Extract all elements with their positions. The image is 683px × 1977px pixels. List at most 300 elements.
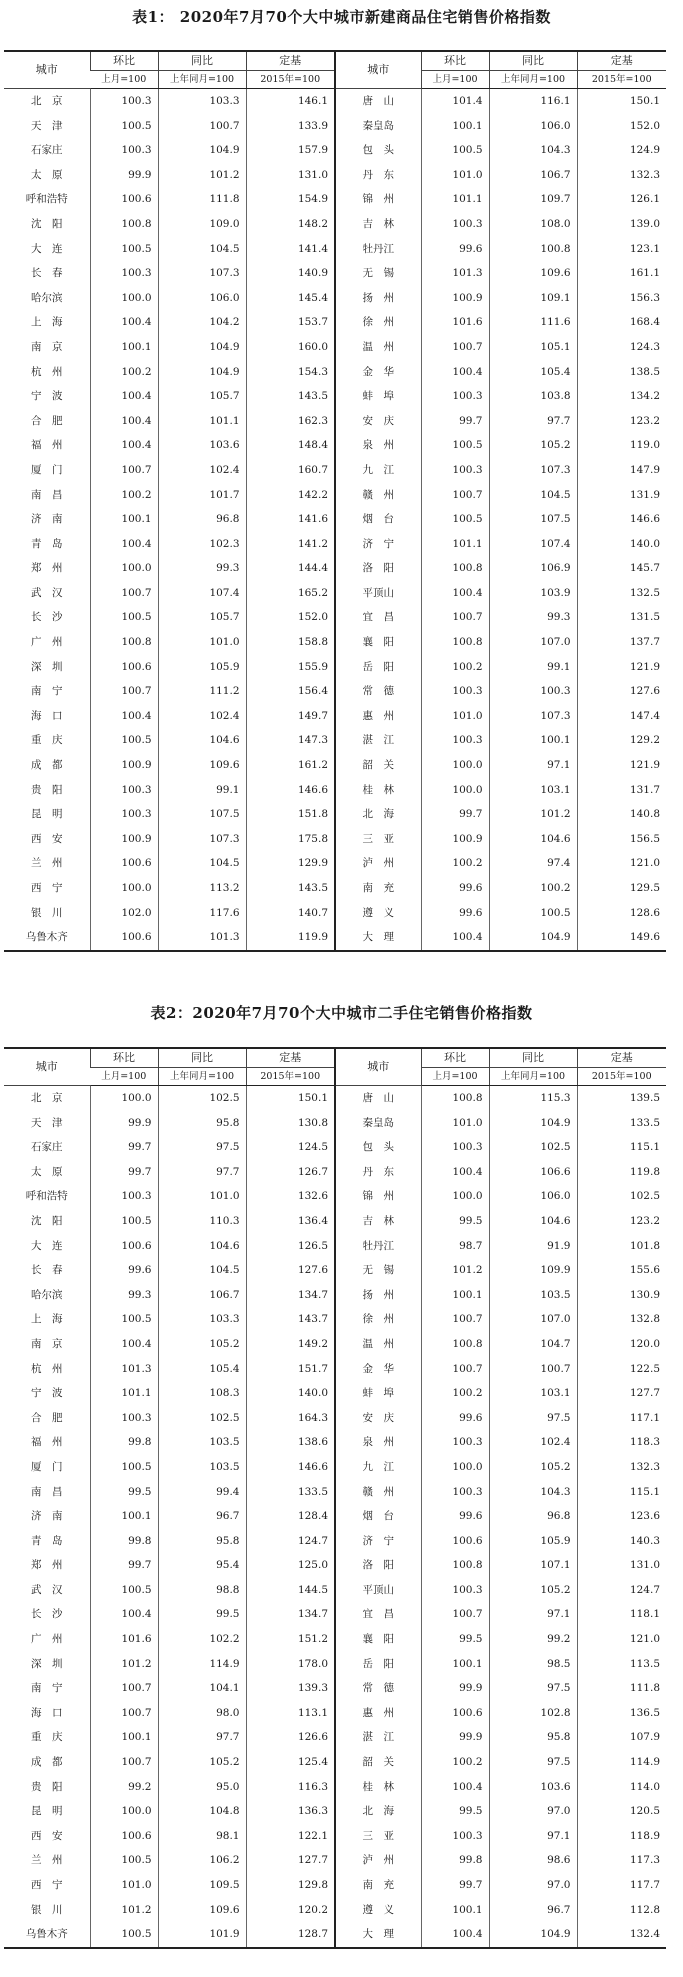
city-cell: 济 宁 (335, 1529, 421, 1554)
fixed-base-index-cell: 107.9 (577, 1725, 666, 1750)
fixed-base-index-cell: 119.9 (246, 925, 335, 951)
fixed-base-index-cell: 149.7 (246, 704, 335, 729)
fixed-base-index-cell: 146.1 (246, 89, 335, 114)
mom-header: 环比 (421, 1048, 489, 1068)
city-cell: 沈 阳 (31, 217, 63, 230)
yoy-index-cell: 107.3 (489, 704, 577, 729)
yoy-header: 同比 (158, 51, 246, 71)
fixed-base-index-cell: 164.3 (246, 1406, 335, 1431)
city-cell: 济 宁 (335, 532, 421, 557)
city-cell: 蚌 埠 (335, 384, 421, 409)
city-cell: 岳 阳 (335, 655, 421, 680)
fixed-base-index-cell: 132.8 (577, 1307, 666, 1332)
mom-index-cell: 100.1 (421, 1898, 489, 1923)
yoy-index-cell: 95.8 (158, 1529, 246, 1554)
city-cell: 泸 州 (335, 1848, 421, 1873)
city-cell: 惠 州 (335, 1701, 421, 1726)
fixed-base-index-cell: 150.1 (246, 1086, 335, 1111)
fixed-base-label: 2015年=100 (246, 71, 335, 89)
fixed-base-index-cell: 118.1 (577, 1602, 666, 1627)
yoy-base-label: 上年同月=100 (158, 71, 246, 89)
city-cell: 锦 州 (335, 1184, 421, 1209)
city-cell: 成 都 (31, 759, 63, 772)
city-cell: 济 南 (31, 1510, 63, 1523)
mom-header: 环比 (90, 1048, 158, 1068)
fixed-base-index-cell: 138.6 (246, 1430, 335, 1455)
yoy-index-cell: 113.2 (158, 876, 246, 901)
mom-index-cell: 100.0 (421, 1455, 489, 1480)
fixed-base-index-cell: 120.2 (246, 1898, 335, 1923)
mom-index-cell: 100.8 (421, 1086, 489, 1111)
mom-index-cell: 101.1 (421, 187, 489, 212)
table-row (4, 483, 666, 508)
fixed-base-index-cell: 124.3 (577, 335, 666, 360)
yoy-index-cell: 109.6 (158, 753, 246, 778)
city-cell: 秦皇岛 (335, 114, 421, 139)
city-cell: 湛 江 (335, 728, 421, 753)
mom-index-cell: 102.0 (90, 901, 158, 926)
city-cell: 哈尔滨 (31, 1288, 63, 1301)
mom-index-cell: 99.6 (421, 237, 489, 262)
mom-index-cell: 100.7 (421, 335, 489, 360)
city-cell: 合 肥 (31, 1411, 63, 1424)
fixed-base-index-cell: 115.1 (577, 1135, 666, 1160)
yoy-index-cell: 105.9 (489, 1529, 577, 1554)
city-cell: 厦 门 (31, 1460, 63, 1473)
mom-index-cell: 99.8 (90, 1529, 158, 1554)
mom-index-cell: 100.4 (90, 310, 158, 335)
mom-index-cell: 100.2 (90, 360, 158, 385)
yoy-index-cell: 100.2 (489, 876, 577, 901)
mom-header: 环比 (421, 51, 489, 71)
city-cell: 重 庆 (31, 1731, 63, 1744)
fixed-base-index-cell: 158.8 (246, 630, 335, 655)
yoy-index-cell: 100.8 (489, 237, 577, 262)
mom-index-cell: 100.6 (421, 1529, 489, 1554)
city-cell: 湛 江 (335, 1725, 421, 1750)
table-row (4, 901, 666, 926)
mom-index-cell: 100.0 (421, 778, 489, 803)
fixed-base-index-cell: 123.1 (577, 237, 666, 262)
mom-index-cell: 99.5 (421, 1627, 489, 1652)
mom-index-cell: 100.7 (90, 679, 158, 704)
mom-index-cell: 101.1 (90, 1381, 158, 1406)
city-cell: 温 州 (335, 1332, 421, 1357)
yoy-index-cell: 104.2 (158, 310, 246, 335)
city-cell: 大 理 (335, 1922, 421, 1948)
table-row (4, 851, 666, 876)
city-cell: 长 春 (31, 1264, 63, 1277)
fixed-base-index-cell: 117.7 (577, 1873, 666, 1898)
city-cell: 银 川 (31, 1903, 63, 1916)
yoy-index-cell: 110.3 (158, 1209, 246, 1234)
yoy-index-cell: 102.4 (489, 1430, 577, 1455)
mom-index-cell: 100.9 (421, 286, 489, 311)
city-cell: 长 沙 (31, 1608, 63, 1621)
fixed-base-index-cell: 154.3 (246, 360, 335, 385)
mom-index-cell: 100.6 (90, 851, 158, 876)
table-row (4, 1430, 666, 1455)
fixed-base-index-cell: 102.5 (577, 1184, 666, 1209)
fixed-base-index-cell: 150.1 (577, 89, 666, 114)
yoy-index-cell: 104.9 (489, 1922, 577, 1948)
mom-index-cell: 99.7 (90, 1553, 158, 1578)
city-cell: 无 锡 (335, 1258, 421, 1283)
yoy-index-cell: 104.5 (489, 483, 577, 508)
mom-index-cell: 99.7 (90, 1160, 158, 1185)
city-cell: 厦 门 (31, 463, 63, 476)
fixed-base-index-cell: 162.3 (246, 409, 335, 434)
mom-index-cell: 100.5 (90, 1922, 158, 1948)
yoy-index-cell: 97.1 (489, 1824, 577, 1849)
mom-index-cell: 100.4 (421, 581, 489, 606)
fixed-base-index-cell: 138.5 (577, 360, 666, 385)
fixed-base-index-cell: 161.1 (577, 261, 666, 286)
yoy-index-cell: 105.7 (158, 384, 246, 409)
yoy-index-cell: 100.5 (489, 901, 577, 926)
yoy-index-cell: 103.5 (489, 1283, 577, 1308)
yoy-index-cell: 101.0 (158, 630, 246, 655)
mom-index-cell: 100.5 (90, 605, 158, 630)
yoy-index-cell: 109.1 (489, 286, 577, 311)
table2-body (4, 1086, 666, 1948)
city-cell: 郑 州 (31, 1559, 63, 1572)
city-cell: 杭 州 (31, 1362, 63, 1375)
mom-index-cell: 100.1 (90, 1725, 158, 1750)
fixed-base-index-cell: 118.9 (577, 1824, 666, 1849)
yoy-index-cell: 106.2 (158, 1848, 246, 1873)
city-cell: 三 亚 (335, 827, 421, 852)
yoy-index-cell: 97.0 (489, 1873, 577, 1898)
mom-index-cell: 99.5 (421, 1209, 489, 1234)
mom-index-cell: 101.3 (421, 261, 489, 286)
fixed-base-index-cell: 131.0 (577, 1553, 666, 1578)
city-cell: 丹 东 (335, 1160, 421, 1185)
fixed-base-index-cell: 126.1 (577, 187, 666, 212)
table-row (4, 630, 666, 655)
city-cell: 广 州 (31, 636, 63, 649)
yoy-index-cell: 109.0 (158, 212, 246, 237)
yoy-index-cell: 107.5 (158, 802, 246, 827)
yoy-index-cell: 108.3 (158, 1381, 246, 1406)
fixed-base-index-cell: 140.7 (246, 901, 335, 926)
yoy-index-cell: 111.6 (489, 310, 577, 335)
table-row (4, 138, 666, 163)
mom-index-cell: 100.7 (421, 1307, 489, 1332)
mom-index-cell: 99.6 (421, 876, 489, 901)
mom-index-cell: 100.0 (90, 556, 158, 581)
city-cell: 石家庄 (31, 1141, 63, 1154)
city-cell: 洛 阳 (335, 1553, 421, 1578)
fixed-base-index-cell: 117.3 (577, 1848, 666, 1873)
yoy-index-cell: 107.4 (489, 532, 577, 557)
fixed-base-index-cell: 136.3 (246, 1799, 335, 1824)
fixed-base-index-cell: 128.7 (246, 1922, 335, 1948)
table-row (4, 1184, 666, 1209)
table-row (4, 261, 666, 286)
fixed-base-index-cell: 115.1 (577, 1480, 666, 1505)
yoy-index-cell: 99.3 (489, 605, 577, 630)
mom-index-cell: 99.6 (90, 1258, 158, 1283)
fixed-base-index-cell: 146.6 (246, 1455, 335, 1480)
city-header: 城市 (335, 51, 421, 89)
mom-index-cell: 100.5 (90, 237, 158, 262)
city-cell: 扬 州 (335, 1283, 421, 1308)
mom-index-cell: 101.6 (421, 310, 489, 335)
city-cell: 丹 东 (335, 163, 421, 188)
yoy-index-cell: 104.6 (158, 728, 246, 753)
mom-index-cell: 100.4 (90, 1602, 158, 1627)
city-cell: 南 充 (335, 876, 421, 901)
city-cell: 青 岛 (31, 537, 63, 550)
mom-index-cell: 100.4 (421, 1922, 489, 1948)
fixed-base-index-cell: 128.4 (246, 1504, 335, 1529)
mom-index-cell: 100.4 (90, 532, 158, 557)
table-row (4, 1529, 666, 1554)
fixed-base-index-cell: 134.7 (246, 1602, 335, 1627)
table-row (4, 802, 666, 827)
yoy-index-cell: 98.1 (158, 1824, 246, 1849)
mom-index-cell: 100.7 (90, 1701, 158, 1726)
city-cell: 扬 州 (335, 286, 421, 311)
mom-index-cell: 99.9 (421, 1676, 489, 1701)
yoy-index-cell: 106.7 (158, 1283, 246, 1308)
yoy-index-cell: 100.1 (489, 728, 577, 753)
yoy-index-cell: 97.5 (489, 1676, 577, 1701)
city-cell: 安 庆 (335, 1406, 421, 1431)
yoy-index-cell: 107.3 (158, 827, 246, 852)
yoy-index-cell: 96.7 (489, 1898, 577, 1923)
city-cell: 广 州 (31, 1633, 63, 1646)
table-row (4, 1283, 666, 1308)
yoy-index-cell: 105.4 (158, 1357, 246, 1382)
mom-index-cell: 100.3 (90, 138, 158, 163)
city-cell: 济 南 (31, 513, 63, 526)
mom-index-cell: 99.8 (90, 1430, 158, 1455)
fixed-base-header: 定基 (246, 51, 335, 71)
table-row (4, 433, 666, 458)
fixed-base-index-cell: 129.8 (246, 1873, 335, 1898)
city-cell: 韶 关 (335, 753, 421, 778)
mom-index-cell: 100.6 (90, 187, 158, 212)
mom-index-cell: 100.3 (90, 778, 158, 803)
yoy-index-cell: 99.1 (158, 778, 246, 803)
city-cell: 呼和浩特 (25, 1190, 68, 1203)
mom-index-cell: 100.2 (421, 655, 489, 680)
mom-index-cell: 100.4 (90, 384, 158, 409)
city-cell: 乌鲁木齐 (4, 1922, 90, 1948)
fixed-base-index-cell: 140.9 (246, 261, 335, 286)
mom-index-cell: 100.7 (421, 483, 489, 508)
mom-index-cell: 99.3 (90, 1283, 158, 1308)
yoy-index-cell: 103.3 (158, 89, 246, 114)
city-cell: 三 亚 (335, 1824, 421, 1849)
mom-index-cell: 100.3 (421, 384, 489, 409)
city-cell: 昆 明 (31, 1805, 63, 1818)
yoy-index-cell: 102.3 (158, 532, 246, 557)
table1-title: 表1： 2020年7月70个大中城市新建商品住宅销售价格指数 (132, 8, 551, 26)
city-cell: 无 锡 (335, 261, 421, 286)
fixed-base-index-cell: 120.0 (577, 1332, 666, 1357)
city-cell: 长 春 (31, 267, 63, 280)
mom-index-cell: 100.7 (421, 605, 489, 630)
fixed-base-index-cell: 156.5 (577, 827, 666, 852)
city-cell: 乌鲁木齐 (4, 925, 90, 951)
fixed-base-index-cell: 151.8 (246, 802, 335, 827)
city-cell: 吉 林 (335, 1209, 421, 1234)
table-row (4, 1332, 666, 1357)
city-cell: 赣 州 (335, 1480, 421, 1505)
fixed-base-index-cell: 156.4 (246, 679, 335, 704)
mom-index-cell: 100.8 (421, 1332, 489, 1357)
city-cell: 包 头 (335, 138, 421, 163)
mom-index-cell: 99.6 (421, 1504, 489, 1529)
fixed-base-index-cell: 178.0 (246, 1652, 335, 1677)
fixed-base-index-cell: 120.5 (577, 1799, 666, 1824)
fixed-base-index-cell: 137.7 (577, 630, 666, 655)
yoy-index-cell: 106.7 (489, 163, 577, 188)
yoy-index-cell: 99.2 (489, 1627, 577, 1652)
fixed-base-index-cell: 130.8 (246, 1111, 335, 1136)
table-row (4, 360, 666, 385)
mom-index-cell: 100.5 (90, 1209, 158, 1234)
mom-index-cell: 101.0 (421, 704, 489, 729)
yoy-index-cell: 99.5 (158, 1602, 246, 1627)
table-row (4, 1307, 666, 1332)
yoy-index-cell: 103.6 (489, 1775, 577, 1800)
table-row (4, 187, 666, 212)
yoy-index-cell: 103.5 (158, 1455, 246, 1480)
yoy-index-cell: 109.7 (489, 187, 577, 212)
mom-index-cell: 100.5 (421, 433, 489, 458)
city-cell: 洛 阳 (335, 556, 421, 581)
city-cell: 贵 阳 (31, 1780, 63, 1793)
city-cell: 九 江 (335, 458, 421, 483)
yoy-index-cell: 104.6 (158, 1234, 246, 1259)
fixed-base-index-cell: 123.6 (577, 1504, 666, 1529)
city-cell: 宁 波 (31, 390, 63, 403)
city-cell: 赣 州 (335, 483, 421, 508)
table-row (4, 728, 666, 753)
table-row (4, 1480, 666, 1505)
yoy-index-cell: 109.6 (158, 1898, 246, 1923)
yoy-index-cell: 97.7 (158, 1725, 246, 1750)
table-row (4, 1898, 666, 1923)
fixed-base-index-cell: 155.9 (246, 655, 335, 680)
yoy-index-cell: 104.5 (158, 237, 246, 262)
table-row (4, 237, 666, 262)
city-cell: 牡丹江 (335, 237, 421, 262)
mom-index-cell: 100.3 (421, 679, 489, 704)
mom-index-cell: 100.5 (90, 728, 158, 753)
yoy-base-label: 上年同月=100 (489, 1068, 577, 1086)
yoy-index-cell: 99.4 (158, 1480, 246, 1505)
yoy-index-cell: 97.7 (489, 409, 577, 434)
city-cell: 上 海 (31, 316, 63, 329)
yoy-index-cell: 97.0 (489, 1799, 577, 1824)
city-cell: 上 海 (31, 1313, 63, 1326)
yoy-index-cell: 104.9 (158, 360, 246, 385)
fixed-base-index-cell: 112.8 (577, 1898, 666, 1923)
yoy-index-cell: 104.6 (489, 1209, 577, 1234)
fixed-base-index-cell: 151.2 (246, 1627, 335, 1652)
mom-index-cell: 100.2 (421, 1381, 489, 1406)
city-cell: 烟 台 (335, 1504, 421, 1529)
table-row (4, 1578, 666, 1603)
city-cell: 温 州 (335, 335, 421, 360)
yoy-header: 同比 (489, 1048, 577, 1068)
mom-index-cell: 99.9 (90, 1111, 158, 1136)
mom-index-cell: 100.3 (90, 1184, 158, 1209)
fixed-base-index-cell: 149.6 (577, 925, 666, 951)
yoy-index-cell: 97.5 (158, 1135, 246, 1160)
fixed-base-index-cell: 132.3 (577, 1455, 666, 1480)
fixed-base-index-cell: 116.3 (246, 1775, 335, 1800)
city-cell: 南 宁 (31, 1682, 63, 1695)
fixed-base-index-cell: 139.0 (577, 212, 666, 237)
mom-index-cell: 100.9 (421, 827, 489, 852)
city-cell: 南 昌 (31, 1485, 63, 1498)
mom-index-cell: 101.6 (90, 1627, 158, 1652)
mom-index-cell: 100.3 (421, 212, 489, 237)
mom-index-cell: 100.3 (421, 728, 489, 753)
yoy-index-cell: 102.2 (158, 1627, 246, 1652)
yoy-index-cell: 105.4 (489, 360, 577, 385)
fixed-base-index-cell: 134.2 (577, 384, 666, 409)
yoy-index-cell: 98.5 (489, 1652, 577, 1677)
city-cell: 大 理 (335, 925, 421, 951)
city-cell: 呼和浩特 (25, 193, 68, 206)
yoy-index-cell: 100.7 (489, 1357, 577, 1382)
yoy-index-cell: 104.9 (489, 925, 577, 951)
city-cell: 常 德 (335, 679, 421, 704)
city-cell: 深 圳 (31, 1657, 63, 1670)
yoy-header: 同比 (158, 1048, 246, 1068)
yoy-index-cell: 95.8 (158, 1111, 246, 1136)
mom-index-cell: 100.3 (421, 458, 489, 483)
table-row (4, 1873, 666, 1898)
fixed-base-index-cell: 149.2 (246, 1332, 335, 1357)
fixed-base-index-cell: 161.2 (246, 753, 335, 778)
city-cell: 重 庆 (31, 734, 63, 747)
yoy-index-cell: 100.7 (158, 114, 246, 139)
table-row (4, 679, 666, 704)
city-cell: 平顶山 (335, 581, 421, 606)
mom-index-cell: 99.7 (421, 802, 489, 827)
yoy-index-cell: 105.2 (489, 433, 577, 458)
yoy-index-cell: 106.0 (489, 1184, 577, 1209)
mom-index-cell: 99.7 (90, 1135, 158, 1160)
yoy-base-label: 上年同月=100 (489, 71, 577, 89)
mom-index-cell: 100.3 (421, 1430, 489, 1455)
table-row (4, 1775, 666, 1800)
mom-index-cell: 100.4 (90, 433, 158, 458)
fixed-base-index-cell: 141.6 (246, 507, 335, 532)
mom-index-cell: 100.7 (90, 458, 158, 483)
mom-base-label: 上月=100 (421, 1068, 489, 1086)
table-row (4, 827, 666, 852)
table-row (4, 1160, 666, 1185)
fixed-base-label: 2015年=100 (577, 1068, 666, 1086)
yoy-index-cell: 103.5 (158, 1430, 246, 1455)
city-cell: 天 津 (31, 119, 63, 132)
city-cell: 泉 州 (335, 433, 421, 458)
fixed-base-index-cell: 132.6 (246, 1184, 335, 1209)
yoy-index-cell: 106.0 (489, 114, 577, 139)
yoy-index-cell: 104.7 (489, 1332, 577, 1357)
fixed-base-header: 定基 (577, 1048, 666, 1068)
fixed-base-index-cell: 126.7 (246, 1160, 335, 1185)
